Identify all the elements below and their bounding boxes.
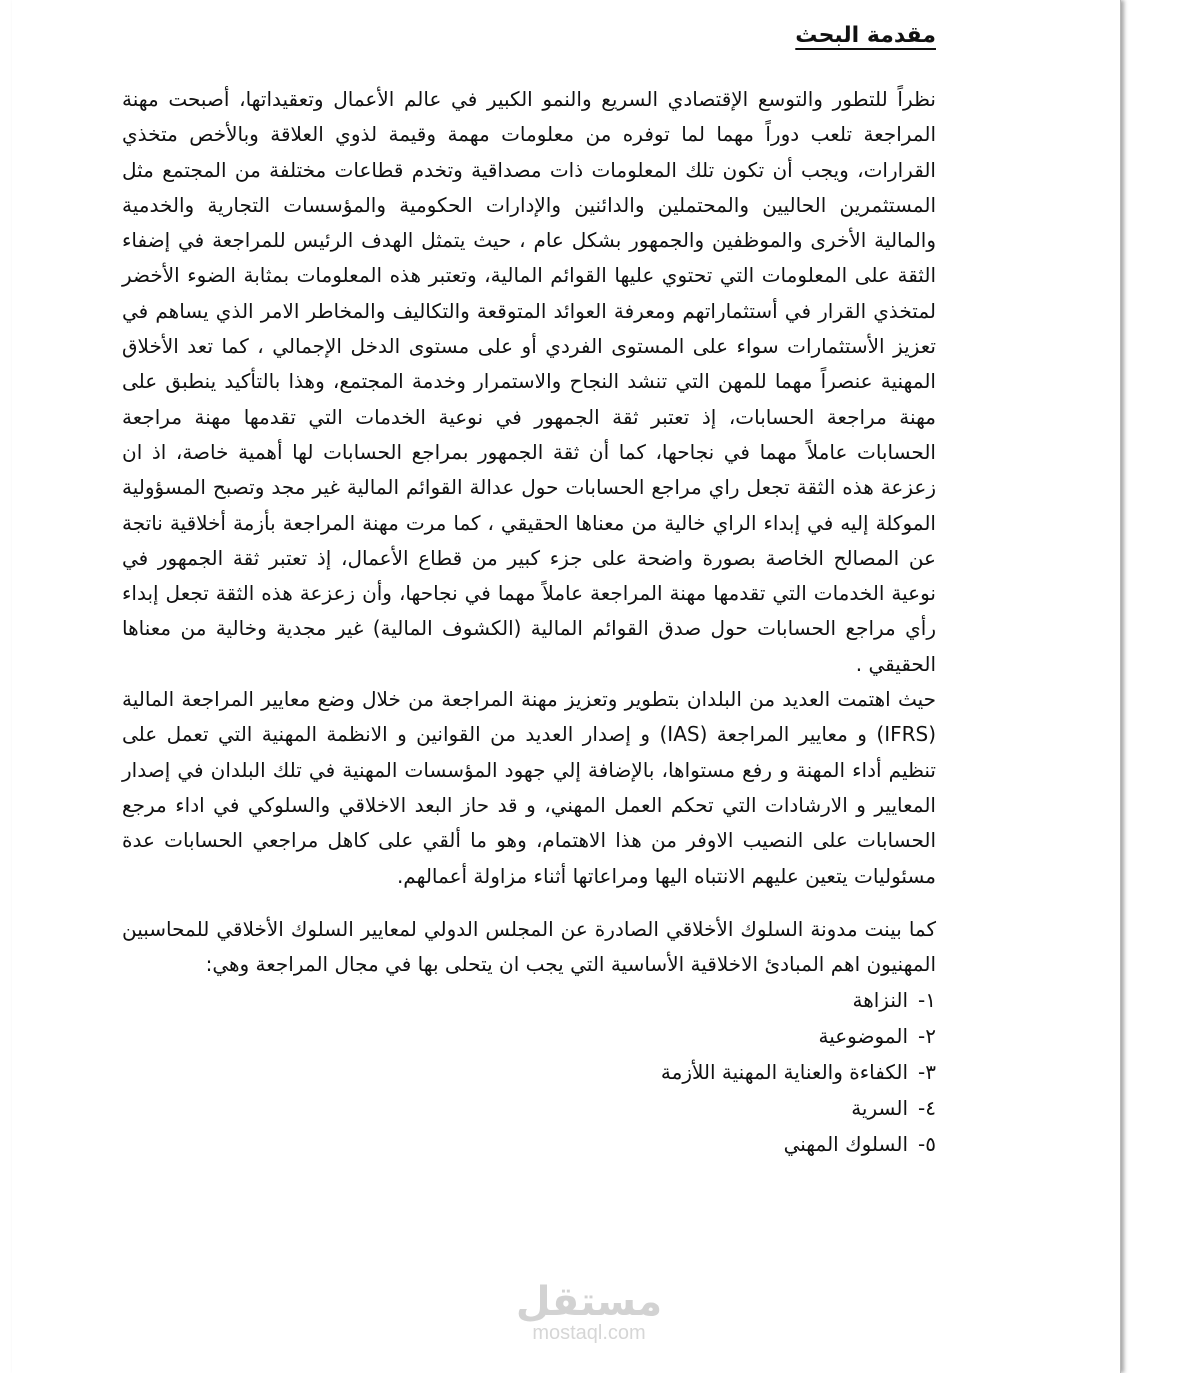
list-item-label: السرية: [851, 1096, 909, 1121]
list-item-label: الموضوعية: [818, 1024, 909, 1049]
watermark-url: mostaql.com: [532, 1322, 646, 1344]
list-item-label: الكفاءة والعناية المهنية اللأزمة: [660, 1060, 909, 1085]
list-item: [122, 1054, 936, 1090]
mostaql-watermark: [514, 1279, 664, 1344]
principles-list: [122, 982, 936, 1162]
list-item-number: ٤-: [918, 1096, 936, 1121]
list-item: [122, 1126, 936, 1162]
list-item: [122, 982, 936, 1018]
code-of-ethics-paragraph: كما بينت مدونة السلوك الأخلاقي الصادرة عن المجلس الدولي لمعايير السلوك الأخلاقي للمحاسبين المهنيون اهم المبادئ الاخلاقية الأساسية التي يجب ان يتحلى بها في مجال المراجعة وهي:: [122, 916, 936, 977]
document-title: مقدمة البحث: [795, 23, 936, 48]
list-item-number: ٥-: [918, 1132, 936, 1157]
intro-paragraph: نظراً للتطور والتوسع الإقتصادي السريع والنمو الكبير في عالم الأعمال وتعقيداتها، أصبحت مهنة المراجعة تلعب دوراً مهما لما توفره من معلومات مهمة وقيمة لذوي العلاقة وبالأخص متخذي القرارات، ويجب أن تكون تلك المعلومات ذات مصداقية وتخدم قطاعات مختلفة من المجتمع مثل المستثمرين الحاليين والمحتملين والدائنين والإدارات الحكومية والمؤسسات التجارية والخدمية والمالية الأخرى والموظفين والجمهور بشكل عام ، حيث يتمثل الهدف الرئيس للمراجعة في إضفاء الثقة على المعلومات التي تحتوي عليها القوائم المالية، وتعتبر هذه المعلومات بمثابة الضوء الأخضر لمتخذي القرار في أستثماراتهم ومعرفة العوائد المتوقعة والتكاليف والمخاطر الامر الذي يساهم في تعزيز الأستثمارات سواء على المستوى الفردي أو على مستوى الدخل الإجمالي ، كما تعد الأخلاق المهنية عنصراً مهما للمهن التي تنشد النجاح والاستمرار وخدمة المجتمع، وهذا بالتأكيد ينطبق على مهنة مراجعة الحسابات، إذ تعتبر ثقة الجمهور في نوعية الخدمات التي تقدمها مهنة مراجعة الحسابات عاملاً مهما في نجاحها، كما أن ثقة الجمهور بمراجع الحسابات لها أهمية خاصة، اذ ان زعزعة هذه الثقة تجعل راي مراجع الحسابات حول عدالة القوائم المالية غير مجد وتصبح المسؤولية الموكلة إليه في إبداء الراي خالية من معناها الحقيقي ، كما مرت مهنة المراجعة بأزمة أخلاقية ناتجة عن المصالح الخاصة بصورة واضحة على جزء كبير من قطاع الأعمال، إذ تعتبر ثقة الجمهور في نوعية الخدمات التي تقدمها مهنة المراجعة عاملاً مهما في نجاحها، وأن زعزعة هذه الثقة تجعل إبداء رأي مراجع الحسابات حول صدق القوائم المالية (الكشوف المالية) غير مجدية وخالية من معناها الحقيقي .: [122, 87, 936, 676]
list-item: [122, 1090, 936, 1126]
list-item-label: النزاهة: [852, 988, 909, 1013]
list-item-number: ٢-: [918, 1024, 936, 1049]
list-item-number: ٣-: [918, 1060, 936, 1085]
list-item: [122, 1018, 936, 1054]
document-page: [12, 0, 1121, 1373]
list-item-number: ١-: [918, 988, 936, 1013]
watermark-logo: مستقل: [515, 1279, 663, 1325]
list-item-label: السلوك المهني: [783, 1132, 909, 1157]
standards-paragraph: حيث اهتمت العديد من البلدان بتطوير وتعزيز مهنة المراجعة من خلال وضع معايير المراجعة المالية (IFRS) و معايير المراجعة (IAS) و إصدار العديد من القوانين و الانظمة المهنية التي تعمل على تنظيم أداء المهنة و رفع مستواها، بالإضافة إلي جهود المؤسسات المهنية في تلك البلدان في إصدار المعايير و الارشادات التي تحكم العمل المهني، و قد حاز البعد الاخلاقي والسلوكي في اداء مرجع الحسابات على النصيب الاوفر من هذا الاهتمام، وهو ما ألقي على كاهل مراجعي الحسابات عدة مسئوليات يتعين عليهم الانتباه اليها ومراعاتها أثناء مزاولة أعمالهم.: [122, 687, 936, 888]
document-content: [122, 14, 936, 1162]
